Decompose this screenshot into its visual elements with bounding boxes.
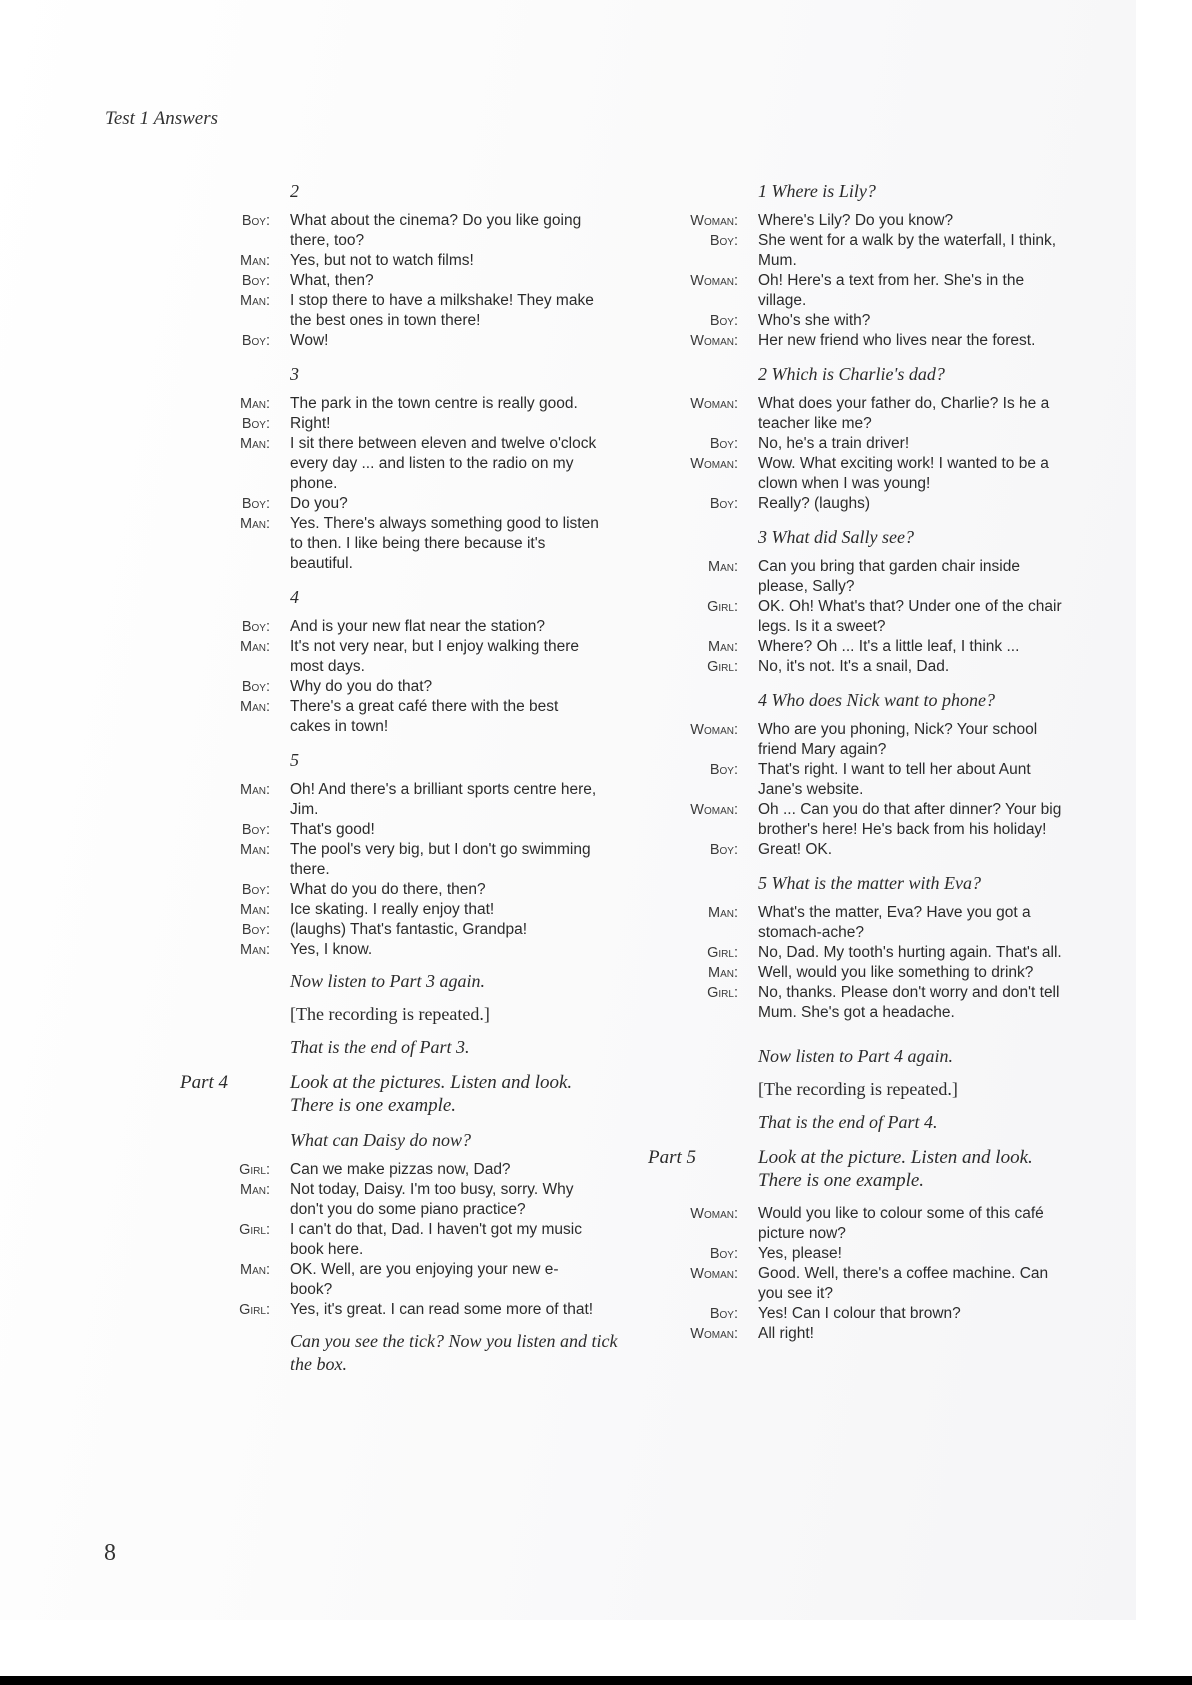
speaker-label: Man: [240, 782, 270, 798]
speaker-label: Boy: [241, 273, 270, 289]
dialogue-text: The pool's very big, but I don't go swimming there. [290, 841, 591, 878]
dialogue-line [180, 1300, 600, 1320]
speaker-label: Man: [240, 942, 270, 958]
dialogue-line [180, 820, 600, 840]
dialogue-text: There's a great café there with the best cakes in town! [290, 698, 559, 735]
speaker-label: Boy: [709, 436, 738, 452]
speaker-label: Boy: [241, 619, 270, 635]
speaker-label: Girl: [239, 1162, 270, 1178]
dialogue-text: Where? Oh ... It's a little leaf, I think ... [758, 638, 1020, 655]
dialogue-line [180, 940, 600, 960]
dialogue-text: Where's Lily? Do you know? [758, 212, 954, 229]
dialogue-text: Would you like to colour some of this café picture now? [758, 1205, 1044, 1242]
speaker-label: Boy: [709, 1306, 738, 1322]
dialogue-text: Can you bring that garden chair inside please, Sally? [758, 558, 1020, 595]
question-number: 5 [290, 750, 299, 770]
dialogue-line [180, 900, 600, 920]
speaker-label: Man: [240, 396, 270, 412]
dialogue-text: It's not very near, but I enjoy walking there most days. [290, 638, 580, 675]
dialogue-text: Great! OK. [758, 841, 833, 858]
dialogue-line [648, 211, 1068, 231]
part-label: Part 4 [180, 1072, 229, 1093]
right-column [648, 180, 1068, 1344]
speaker-label: Boy: [241, 213, 270, 229]
dialogue-line [180, 271, 600, 291]
instruction-repeated: [The recording is repeated.] [758, 1079, 958, 1099]
speaker-label: Woman: [690, 456, 738, 472]
dialogue-text: Who's she with? [758, 312, 871, 329]
dialogue-line [648, 963, 1068, 983]
instruction-repeated: [The recording is repeated.] [290, 1004, 490, 1024]
dialogue-line [180, 840, 600, 880]
speaker-label: Woman: [690, 333, 738, 349]
dialogue-line [648, 454, 1068, 494]
dialogue-text: Not today, Daisy. I'm too busy, sorry. Why don't you do some piano practice? [290, 1181, 574, 1218]
dialogue-text: Well, would you like something to drink? [758, 964, 1034, 981]
dialogue-line [180, 514, 600, 574]
speaker-label: Boy: [709, 762, 738, 778]
speaker-label: Boy: [241, 882, 270, 898]
dialogue-line [180, 394, 600, 414]
dialogue-text: Yes! Can I colour that brown? [758, 1305, 961, 1322]
speaker-label: Man: [240, 516, 270, 532]
speaker-label: Man: [240, 436, 270, 452]
speaker-label: Man: [240, 639, 270, 655]
dialogue-text: No, he's a train driver! [758, 435, 910, 452]
dialogue-text: No, Dad. My tooth's hurting again. That's all. [758, 944, 1062, 961]
dialogue-text: (laughs) That's fantastic, Grandpa! [290, 921, 528, 938]
speaker-label: Boy: [241, 416, 270, 432]
instruction-end-part: That is the end of Part 3. [290, 1037, 470, 1057]
dialogue-text: What about the cinema? Do you like going there, too? [290, 212, 582, 249]
speaker-label: Boy: [241, 679, 270, 695]
dialogue-line [648, 434, 1068, 454]
question-number: 2 [290, 181, 299, 201]
speaker-label: Woman: [690, 1326, 738, 1342]
dialogue-text: Oh! And there's a brilliant sports centre here, Jim. [290, 781, 597, 818]
speaker-label: Girl: [707, 599, 738, 615]
dialogue-line [648, 943, 1068, 963]
dialogue-text: OK. Well, are you enjoying your new e-book? [290, 1261, 559, 1298]
dialogue-text: Oh ... Can you do that after dinner? Your big brother's here! He's back from his holiday! [758, 801, 1062, 838]
question-number: 4 Who does Nick want to phone? [758, 690, 995, 710]
dialogue-line [648, 637, 1068, 657]
dialogue-line [648, 657, 1068, 677]
dialogue-text: I stop there to have a milkshake! They make the best ones in town there! [290, 292, 594, 329]
dialogue-line [648, 597, 1068, 637]
dialogue-text: Do you? [290, 495, 348, 512]
dialogue-line [180, 920, 600, 940]
dialogue-text: Yes. There's always something good to listen to then. I like being there because it's beautiful. [290, 515, 599, 572]
dialogue-text: What, then? [290, 272, 374, 289]
dialogue-line [180, 1220, 600, 1260]
speaker-label: Man: [240, 1182, 270, 1198]
dialogue-text: All right! [758, 1325, 814, 1342]
dialogue-text: Yes, I know. [290, 941, 373, 958]
question-number: 1 Where is Lily? [758, 181, 876, 201]
speaker-label: Man: [708, 559, 738, 575]
speaker-label: Woman: [690, 722, 738, 738]
dialogue-text: Why do you do that? [290, 678, 433, 695]
dialogue-text: Her new friend who lives near the forest. [758, 332, 1036, 349]
dialogue-line [648, 394, 1068, 434]
question-number: 2 Which is Charlie's dad? [758, 364, 945, 384]
question-number: 4 [290, 587, 299, 607]
speaker-label: Man: [240, 842, 270, 858]
part-heading [648, 1146, 1068, 1192]
dialogue-text: I sit there between eleven and twelve o'clock every day ... and listen to the radio on my phone. [290, 435, 597, 492]
dialogue-text: Yes, please! [758, 1245, 842, 1262]
speaker-label: Man: [240, 253, 270, 269]
dialogue-line [180, 677, 600, 697]
dialogue-line [180, 880, 600, 900]
dialogue-line [180, 211, 600, 251]
dialogue-line [180, 617, 600, 637]
dialogue-line [648, 557, 1068, 597]
dialogue-text: Wow. What exciting work! I wanted to be a clown when I was young! [758, 455, 1049, 492]
dialogue-text: OK. Oh! What's that? Under one of the chair legs. Is it a sweet? [758, 598, 1062, 635]
dialogue-line [180, 1180, 600, 1220]
dialogue-text: I can't do that, Dad. I haven't got my music book here. [290, 1221, 582, 1258]
dialogue-line [180, 331, 600, 351]
spacer [648, 1023, 1068, 1035]
speaker-label: Boy: [709, 1246, 738, 1262]
speaker-label: Boy: [241, 822, 270, 838]
instruction-tick: Can you see the tick? Now you listen and tick the box. [290, 1331, 618, 1374]
dialogue-text: Can we make pizzas now, Dad? [290, 1161, 511, 1178]
speaker-label: Girl: [707, 985, 738, 1001]
question-number: 3 What did Sally see? [758, 527, 914, 547]
speaker-label: Boy: [241, 333, 270, 349]
dialogue-line [648, 231, 1068, 271]
dialogue-text: Wow! [290, 332, 329, 349]
dialogue-text: Right! [290, 415, 331, 432]
dialogue-line [648, 903, 1068, 943]
speaker-label: Boy: [241, 496, 270, 512]
dialogue-line [648, 494, 1068, 514]
speaker-label: Woman: [690, 213, 738, 229]
dialogue-text: That's right. I want to tell her about Aunt Jane's website. [758, 761, 1031, 798]
dialogue-line [648, 271, 1068, 311]
speaker-label: Boy: [709, 313, 738, 329]
dialogue-line [648, 1304, 1068, 1324]
dialogue-text: The park in the town centre is really good. [290, 395, 578, 412]
dialogue-line [180, 1260, 600, 1300]
dialogue-text: Oh! Here's a text from her. She's in the village. [758, 272, 1025, 309]
dialogue-text: What's the matter, Eva? Have you got a stomach-ache? [758, 904, 1031, 941]
page-header: Test 1 Answers [105, 108, 218, 129]
dialogue-line [648, 1324, 1068, 1344]
dialogue-line [648, 311, 1068, 331]
dialogue-line [180, 637, 600, 677]
part-intro: Look at the pictures. Listen and look. There is one example. [290, 1072, 573, 1116]
spacer [648, 1192, 1068, 1204]
dialogue-text: And is your new flat near the station? [290, 618, 546, 635]
speaker-label: Man: [240, 293, 270, 309]
page-number: 8 [104, 1540, 116, 1566]
speaker-label: Boy: [709, 496, 738, 512]
speaker-label: Woman: [690, 273, 738, 289]
dialogue-text: She went for a walk by the waterfall, I think, Mum. [758, 232, 1057, 269]
dialogue-line [648, 1204, 1068, 1244]
dialogue-line [648, 1264, 1068, 1304]
dialogue-line [648, 720, 1068, 760]
dialogue-text: What does your father do, Charlie? Is he a teacher like me? [758, 395, 1050, 432]
part-intro: Look at the picture. Listen and look. There is one example. [758, 1147, 1033, 1191]
dialogue-text: Yes, but not to watch films! [290, 252, 474, 269]
speaker-label: Woman: [690, 1206, 738, 1222]
dialogue-line [180, 494, 600, 514]
speaker-label: Man: [708, 639, 738, 655]
question-number: 5 What is the matter with Eva? [758, 873, 981, 893]
dialogue-line [648, 800, 1068, 840]
dialogue-text: That's good! [290, 821, 375, 838]
dialogue-text: No, thanks. Please don't worry and don't tell Mum. She's got a headache. [758, 984, 1060, 1021]
speaker-label: Man: [708, 905, 738, 921]
dialogue-line [180, 1160, 600, 1180]
dialogue-line [180, 414, 600, 434]
speaker-label: Boy: [709, 842, 738, 858]
speaker-label: Girl: [707, 659, 738, 675]
dialogue-line [648, 331, 1068, 351]
dialogue-text: Really? (laughs) [758, 495, 870, 512]
dialogue-line [648, 1244, 1068, 1264]
dialogue-text: No, it's not. It's a snail, Dad. [758, 658, 950, 675]
question-number: 3 [290, 364, 299, 384]
dialogue-line [180, 251, 600, 271]
speaker-label: Boy: [709, 233, 738, 249]
dialogue-line [180, 434, 600, 494]
dialogue-text: What do you do there, then? [290, 881, 486, 898]
speaker-label: Woman: [690, 802, 738, 818]
dialogue-text: Yes, it's great. I can read some more of that! [290, 1301, 594, 1318]
speaker-label: Man: [240, 699, 270, 715]
dialogue-text: Good. Well, there's a coffee machine. Can you see it? [758, 1265, 1049, 1302]
dialogue-line [648, 760, 1068, 800]
speaker-label: Man: [240, 1262, 270, 1278]
part-label: Part 5 [648, 1147, 697, 1168]
speaker-label: Man: [708, 965, 738, 981]
dialogue-line [180, 697, 600, 737]
dialogue-text: Ice skating. I really enjoy that! [290, 901, 495, 918]
dialogue-text: Who are you phoning, Nick? Your school friend Mary again? [758, 721, 1038, 758]
speaker-label: Boy: [241, 922, 270, 938]
part-heading [180, 1071, 600, 1117]
speaker-label: Girl: [239, 1302, 270, 1318]
example-question: What can Daisy do now? [290, 1130, 471, 1150]
dialogue-line [180, 291, 600, 331]
bottom-bar [0, 1676, 1192, 1685]
instruction-end-part: That is the end of Part 4. [758, 1112, 938, 1132]
speaker-label: Woman: [690, 1266, 738, 1282]
instruction-listen-again: Now listen to Part 3 again. [290, 971, 486, 991]
speaker-label: Girl: [239, 1222, 270, 1238]
left-column [180, 180, 618, 1376]
dialogue-line [180, 780, 600, 820]
speaker-label: Girl: [707, 945, 738, 961]
dialogue-line [648, 983, 1068, 1023]
instruction-listen-again: Now listen to Part 4 again. [758, 1046, 954, 1066]
dialogue-line [648, 840, 1068, 860]
speaker-label: Man: [240, 902, 270, 918]
speaker-label: Woman: [690, 396, 738, 412]
